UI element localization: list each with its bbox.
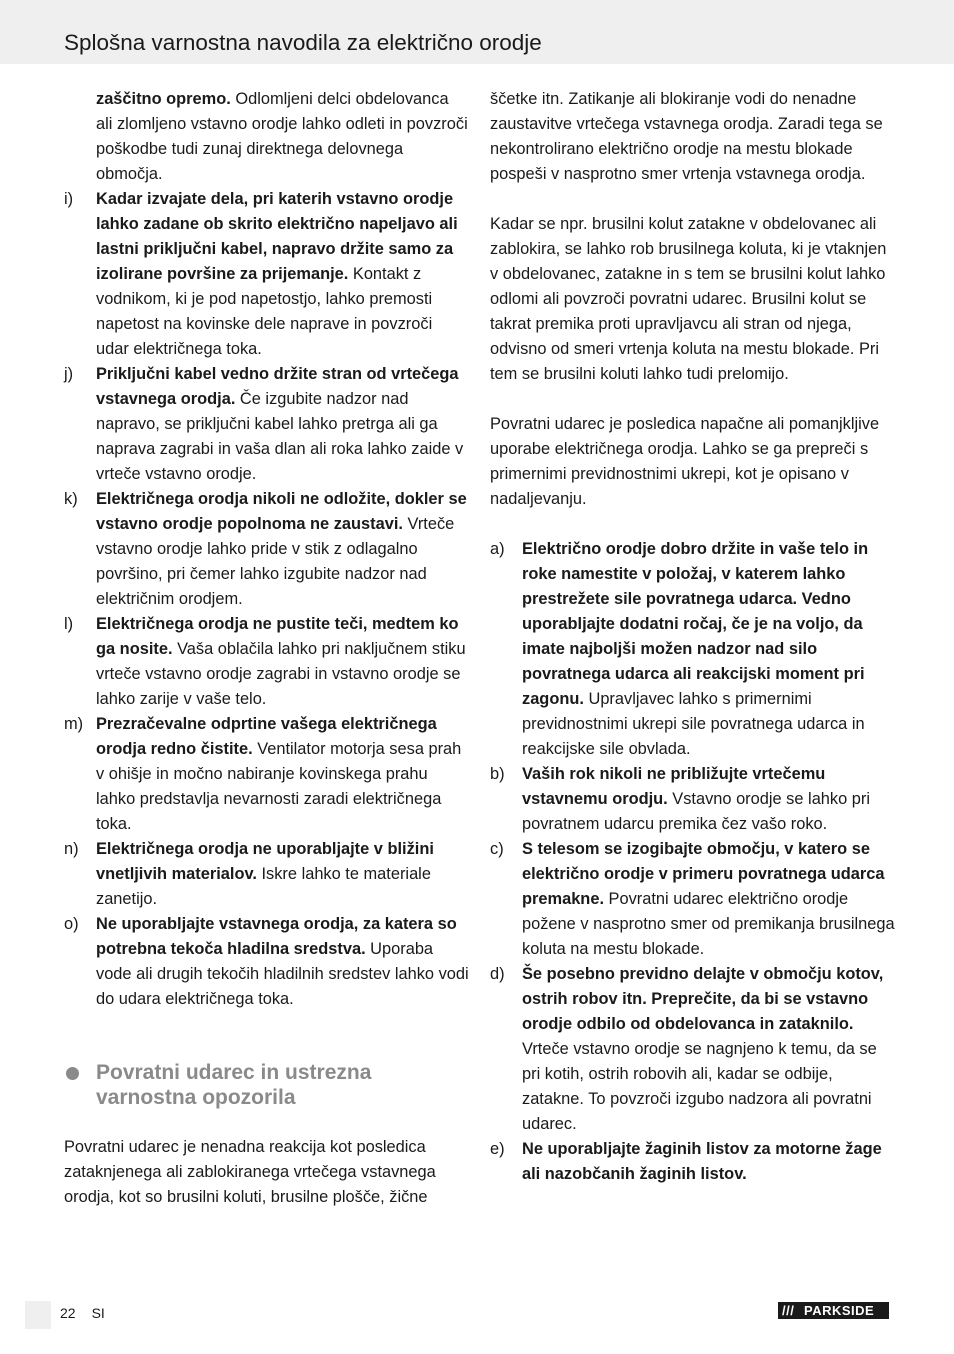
parkside-logo xyxy=(778,1302,889,1319)
item-text: Uporaba vode ali drugih tekočih hladilnih sredstev lahko vodi do udara električnega toka. xyxy=(96,940,469,1008)
page-footer xyxy=(60,1305,105,1321)
brand-name: PARKSIDE xyxy=(804,1303,875,1318)
item-letter: m) xyxy=(64,715,84,733)
list-item-o xyxy=(64,912,469,1012)
section-heading xyxy=(64,1060,469,1110)
paragraph: ščetke itn. Zatikanje ali blokiranje vodi do nenadne zaustavitve vrtečega vstavnega orodja. Zaradi tega se nekontrolirano električno orodje na mestu blokade pospeši v nasprotno smer vrtenja vstavnega orodja. xyxy=(490,90,883,183)
item-letter: c) xyxy=(490,840,504,858)
page-header xyxy=(0,0,954,64)
right-column xyxy=(490,87,895,1187)
left-column xyxy=(64,87,469,1210)
item-text: Kontakt z vodnikom, ki je pod napetostjo, lahko premosti napetost na kovinske dele naprave in povzroči udar električnega toka. xyxy=(96,265,433,358)
list-item-b xyxy=(490,762,895,837)
item-letter: k) xyxy=(64,490,78,508)
list-item-k xyxy=(64,487,469,612)
item-text: Upravljavec lahko s primernimi previdnostnimi ukrepi sile povratnega udarca in reakcijske sile obvlada. xyxy=(522,690,865,758)
section-intro: Povratni udarec je nenadna reakcija kot posledica zataknjenega ali zablokiranega vrtečega vstavnega orodja, kot so brusilni koluti, brusilne plošče, žične xyxy=(64,1138,436,1206)
item-bold-text: Ne uporabljajte vstavnega orodja, za katera so potrebna tekoča hladilna sredstva. xyxy=(96,915,457,958)
list-item-m xyxy=(64,712,469,837)
item-bold-text: Električnega orodja ne pustite teči, medtem ko ga nosite. xyxy=(96,615,459,658)
item-text: Vstavno orodje se lahko pri povratnem udarcu premika čez vašo roko. xyxy=(522,790,871,833)
list-item-a xyxy=(490,537,895,762)
list-item-n xyxy=(64,837,469,912)
item-letter: d) xyxy=(490,965,505,983)
paragraph: Povratni udarec je posledica napačne ali pomanjkljive uporabe električnega orodja. Lahko se ga prepreči s primernimi previdnostnimi ukrepi, kot je opisano v nadaljevanju. xyxy=(490,415,880,508)
list-item-j xyxy=(64,362,469,487)
item-letter: l) xyxy=(64,615,74,633)
page-number: 22 xyxy=(60,1305,76,1321)
item-letter: o) xyxy=(64,915,79,933)
section-heading-text: Povratni udarec in ustrezna varnostna opozorila xyxy=(96,1061,372,1109)
list-item-e xyxy=(490,1137,895,1187)
list-item-d xyxy=(490,962,895,1137)
item-text: Vrteče vstavno orodje se nagnjeno k temu, da se pri kotih, ostrih robovih ali, kadar se odbije, zatakne. To povzroči izgubo nadzora ali povratni udarec. xyxy=(522,1040,877,1133)
item-bold-text: Električnega orodja ne uporabljajte v bližini vnetljivih materialov. xyxy=(96,840,434,883)
item-text: Odlomljeni delci obdelovanca ali zlomljeno vstavno orodje lahko odleti in povzroči poškodbe tudi zunaj direktnega delovnega območja. xyxy=(96,90,468,183)
item-letter: b) xyxy=(490,765,505,783)
item-bold-text: zaščitno opremo. xyxy=(96,90,231,108)
item-text: Vaša oblačila lahko pri naključnem stiku vrteče vstavno orodje zagrabi in vstavno orodje se lahko zarije v vaše telo. xyxy=(96,640,466,708)
list-item-c xyxy=(490,837,895,962)
item-text: Ventilator motorja sesa prah v ohišje in močno nabiranje kovinskega prahu lahko predstavlja nevarnosti zaradi električnega toka. xyxy=(96,740,462,833)
logo-stripes-icon: /// xyxy=(782,1303,795,1318)
item-text: Če izgubite nadzor nad napravo, se priključni kabel lahko pretrga ali ga naprava zagrabi in vaša dlan ali roka lahko zaide v vrteče vstavno orodje. xyxy=(96,390,464,483)
paragraph: Kadar se npr. brusilni kolut zatakne v obdelovanec ali zablokira, se lahko rob brusilnega koluta, ki je vtaknjen v obdelovanec, zatakne in s tem se brusilni kolut lahko odlomi ali povzroči povratni udarec. Brusilni kolut se takrat premika proti upravljavcu ali stran od njega, odvisno od smeri vrtenja koluta na mestu blokade. Pri tem se brusilni koluti lahko tudi prelomijo. xyxy=(490,215,887,383)
item-letter: e) xyxy=(490,1140,505,1158)
item-bold-text: Kadar izvajate dela, pri katerih vstavno orodje lahko zadane ob skrito električno napeljavo ali lastni priključni kabel, napravo držite samo za izolirane površine za prijemanje. xyxy=(96,190,458,283)
bullet-icon xyxy=(66,1067,79,1080)
item-bold-text: Električnega orodja nikoli ne odložite, dokler se vstavno orodje popolnoma ne zaustavi. xyxy=(96,490,467,533)
item-bold-text: Priključni kabel vedno držite stran od vrtečega vstavnega orodja. xyxy=(96,365,459,408)
item-letter: i) xyxy=(64,190,74,208)
item-bold-text: Električno orodje dobro držite in vaše telo in roke namestite v položaj, v katerem lahko prestrežete sile povratnega udarca. Vedno uporabljajte dodatni ročaj, če je na voljo, da imate najboljši možen nadzor nad silo povratnega udarca ali reakcijski moment pri zagonu. xyxy=(522,540,869,708)
item-text: Vrteče vstavno orodje lahko pride v stik z odlagalno površino, pri čemer lahko izgubite nadzor nad električnim orodjem. xyxy=(96,515,455,608)
item-letter: n) xyxy=(64,840,79,858)
page-number-box xyxy=(25,1301,51,1329)
item-bold-text: Še posebno previdno delajte v območju kotov, ostrih robov itn. Preprečite, da bi se vstavno orodje odbilo od obdelovanca in zataknilo. xyxy=(522,965,884,1033)
item-bold-text: Vaših rok nikoli ne približujte vrtečemu vstavnemu orodju. xyxy=(522,765,826,808)
list-item-l xyxy=(64,612,469,712)
continued-item xyxy=(64,87,469,187)
page-title: Splošna varnostna navodila za električno orodje xyxy=(64,30,542,55)
language-code: SI xyxy=(91,1305,105,1321)
list-item-i xyxy=(64,187,469,362)
item-bold-text: Prezračevalne odprtine vašega električnega orodja redno čistite. xyxy=(96,715,437,758)
item-text: Iskre lahko te materiale zanetijo. xyxy=(96,865,431,908)
item-letter: j) xyxy=(64,365,74,383)
item-bold-text: Ne uporabljajte žaginih listov za motorne žage ali nazobčanih žaginih listov. xyxy=(522,1140,882,1183)
item-text: Povratni udarec električno orodje požene v nasprotno smer od premikanja brusilnega koluta na mestu blokade. xyxy=(522,890,895,958)
item-bold-text: S telesom se izogibajte območju, v katero se električno orodje v primeru povratnega udarca premakne. xyxy=(522,840,885,908)
item-letter: a) xyxy=(490,540,505,558)
